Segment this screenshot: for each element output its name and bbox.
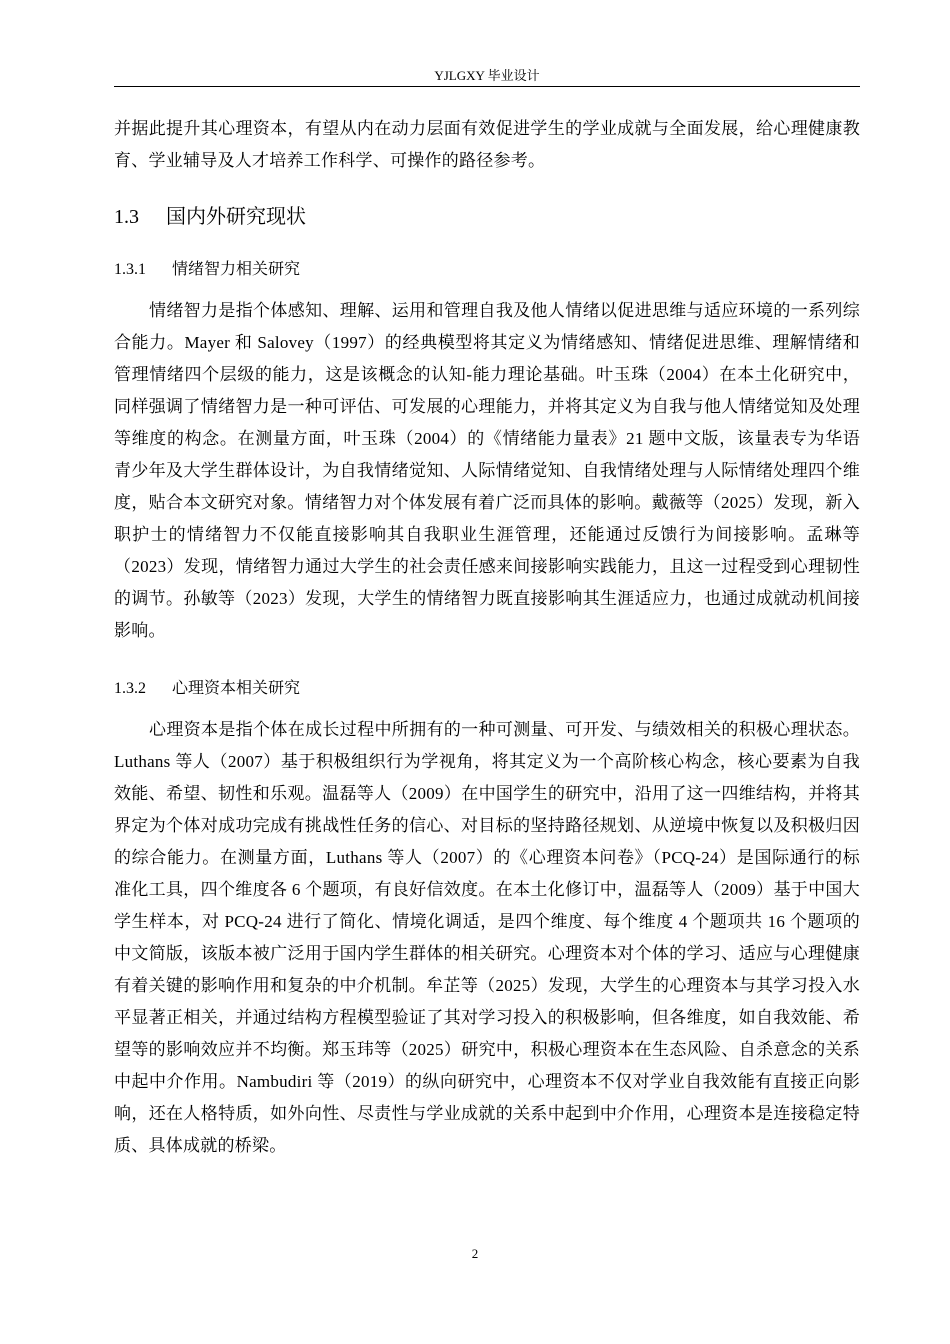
subsection-number: 1.3.2	[114, 680, 146, 697]
subsection-heading	[114, 673, 860, 704]
subsection-heading	[114, 254, 860, 285]
page-header: YJLGXY 毕业设计	[114, 66, 860, 87]
page-number: 2	[471, 1246, 479, 1261]
subsection-paragraph: 心理资本是指个体在成长过程中所拥有的一种可测量、可开发、与绩效相关的积极心理状态。Luthans 等人（2007）基于积极组织行为学视角，将其定义为一个高阶核心构念，核心要素为自我效能、希望、韧性和乐观。温磊等人（2009）在中国学生的研究中，沿用了这一四维结构，并将其界定为个体对成功完成有挑战性任务的信心、对目标的坚持路径规划、从逆境中恢复以及积极归因的综合能力。在测量方面，Luthans 等人（2007）的《心理资本问卷》（PCQ-24）是国际通行的标准化工具，四个维度各 6 个题项，有良好信效度。在本土化修订中，温磊等人（2009）基于中国大学生样本，对 PCQ-24 进行了简化、情境化调适，是四个维度、每个维度 4 个题项共 16 个题项的中文简版，该版本被广泛用于国内学生群体的相关研究。心理资本对个体的学习、适应与心理健康有着关键的影响作用和复杂的中介机制。牟芷等（2025）发现，大学生的心理资本与其学习投入水平显著正相关，并通过结构方程模型验证了其对学习投入的积极影响，但各维度，如自我效能、希望等的影响效应并不均衡。郑玉玮等（2025）研究中，积极心理资本在生态风险、自杀意念的关系中起中介作用。Nambudiri 等（2019）的纵向研究中，心理资本不仅对学业自我效能有直接正向影响，还在人格特质，如外向性、尽责性与学业成就的关系中起到中介作用，心理资本是连接稳定特质、具体成就的桥梁。	[114, 720, 860, 1155]
subsection-title: 情绪智力相关研究	[172, 259, 301, 278]
section-number: 1.3	[114, 206, 139, 228]
document-body	[114, 113, 860, 1162]
section-heading	[114, 201, 860, 232]
intro-paragraph: 并据此提升其心理资本，有望从内在动力层面有效促进学生的学业成就与全面发展，给心理健康教育、学业辅导及人才培养工作科学、可操作的路径参考。	[114, 119, 860, 170]
section-title: 国内外研究现状	[166, 204, 306, 228]
subsection-number: 1.3.1	[114, 261, 146, 278]
subsection-title: 心理资本相关研究	[172, 678, 301, 697]
subsection-paragraph: 情绪智力是指个体感知、理解、运用和管理自我及他人情绪以促进思维与适应环境的一系列综合能力。Mayer 和 Salovey（1997）的经典模型将其定义为情绪感知、情绪促进思维、理解情绪和管理情绪四个层级的能力，这是该概念的认知-能力理论基础。叶玉珠（2004）在本土化研究中，同样强调了情绪智力是一种可评估、可发展的心理能力，并将其定义为自我与他人情绪觉知及处理等维度的构念。在测量方面，叶玉珠（2004）的《情绪能力量表》21 题中文版，该量表专为华语青少年及大学生群体设计，为自我情绪觉知、人际情绪觉知、自我情绪处理与人际情绪处理四个维度，贴合本文研究对象。情绪智力对个体发展有着广泛而具体的影响。戴薇等（2025）发现，新入职护士的情绪智力不仅能直接影响其自我职业生涯管理，还能通过反馈行为间接影响。孟琳等（2023）发现，情绪智力通过大学生的社会责任感来间接影响实践能力，且这一过程受到心理韧性的调节。孙敏等（2023）发现，大学生的情绪智力既直接影响其生涯适应力，也通过成就动机间接影响。	[114, 301, 860, 640]
